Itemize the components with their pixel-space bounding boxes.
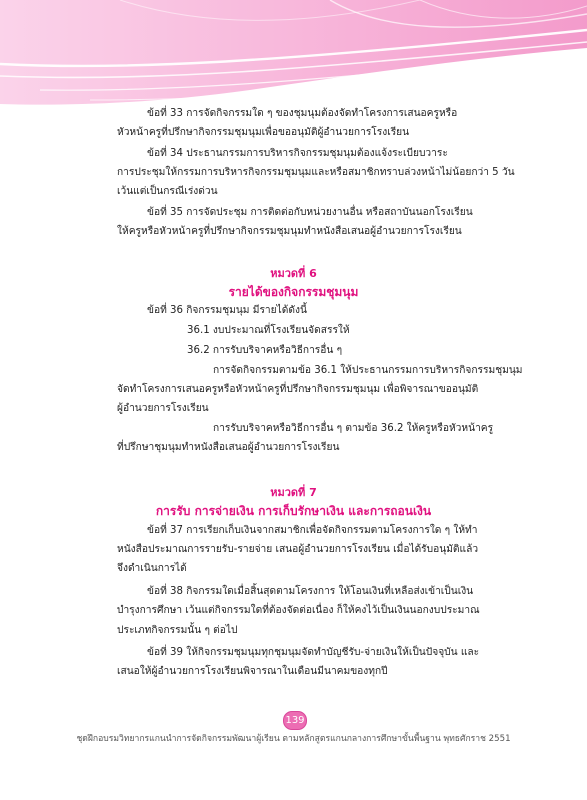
section7-line: ข้อที่ 37 การเรียกเก็บเงินจากสมาชิกเพื่อจัดกิจกรรมตามโครงการใด ๆ ให้ทำ — [147, 525, 478, 536]
body-line: ให้ครูหรือหัวหน้าครูที่ปรึกษากิจกรรมชุมนุมทำหนังสือเสนอผู้อำนวยการโรงเรียน — [117, 226, 462, 237]
section6-line: 36.2 การรับบริจาคหรือวิธีการอื่น ๆ — [187, 345, 343, 356]
section7-line: ประเภทกิจกรรมนั้น ๆ ต่อไป — [117, 625, 238, 636]
body-line: เว้นแต่เป็นกรณีเร่งด่วน — [117, 186, 218, 197]
section7-line: ข้อที่ 39 ให้กิจกรรมชุมนุมทุกชุมนุมจัดทำบัญชีรับ-จ่ายเงินให้เป็นปัจจุบัน และ — [147, 647, 480, 658]
body-line: ข้อที่ 35 การจัดประชุม การติดต่อกับหน่วยงานอื่น หรือสถาบันนอกโรงเรียน — [147, 207, 473, 218]
section6-line: จัดทำโครงการเสนอครูหรือหัวหน้าครูที่ปรึกษากิจกรรมชุมนุม เพื่อพิจารณาขออนุมัติ — [117, 384, 479, 395]
section6-title: รายได้ของกิจกรรมชุมนุม — [228, 285, 359, 299]
page-number-badge: 139 — [283, 711, 307, 730]
footer-caption: ชุดฝึกอบรมวิทยากรแกนนำการจัดกิจกรรมพัฒนาผู้เรียน ตามหลักสูตรแกนกลางการศึกษาขั้นพื้นฐาน พุทธศักราช 2551 — [76, 734, 511, 744]
section7-line: เสนอให้ผู้อำนวยการโรงเรียนพิจารณาในเดือนมีนาคมของทุกปี — [117, 666, 388, 677]
body-line: ข้อที่ 34 ประธานกรรมการบริหารกิจกรรมชุมนุมต้องแจ้งระเบียบวาระ — [147, 148, 448, 159]
body-line: ข้อที่ 33 การจัดกิจกรรมใด ๆ ของชุมนุมต้องจัดทำโครงการเสนอครูหรือ — [147, 108, 458, 119]
section6-line: ข้อที่ 36 กิจกรรมชุมนุม มีรายได้ดังนี้ — [147, 305, 307, 316]
section7-title: การรับ การจ่ายเงิน การเก็บรักษาเงิน และการถอนเงิน — [155, 504, 432, 518]
body-line: การประชุมให้กรรมการบริหารกิจกรรมชุมนุมและหรือสมาชิกทราบล่วงหน้าไม่น้อยกว่า 5 วัน — [117, 167, 515, 178]
body-line: หัวหน้าครูที่ปรึกษากิจกรรมชุมนุมเพื่อขออนุมัติผู้อำนวยการโรงเรียน — [117, 127, 410, 138]
section6-line: การรับบริจาคหรือวิธีการอื่น ๆ ตามข้อ 36.2 ให้ครูหรือหัวหน้าครู — [213, 423, 494, 434]
section6-line: การจัดกิจกรรมตามข้อ 36.1 ให้ประธานกรรมการบริหารกิจกรรมชุมนุม — [213, 365, 523, 376]
section7-line: หนังสือประมาณการรายรับ-รายจ่าย เสนอผู้อำนวยการโรงเรียน เมื่อได้รับอนุมัติแล้ว — [117, 544, 479, 555]
section6-line: 36.1 งบประมาณที่โรงเรียนจัดสรรให้ — [187, 325, 350, 336]
section7-number: หมวดที่ 7 — [270, 486, 317, 499]
section7-line: จึงดำเนินการได้ — [117, 563, 187, 574]
section7-line: ข้อที่ 38 กิจกรรมใดเมื่อสิ้นสุดตามโครงการ ให้โอนเงินที่เหลือส่งเข้าเป็นเงิน — [147, 586, 474, 597]
section6-number: หมวดที่ 6 — [270, 267, 317, 280]
section6-line: ที่ปรึกษาชุมนุมทำหนังสือเสนอผู้อำนวยการโรงเรียน — [117, 442, 340, 453]
section7-line: บำรุงการศึกษา เว้นแต่กิจกรรมใดที่ต้องจัดต่อเนื่อง ก็ให้คงไว้เป็นเงินนอกงบประมาณ — [117, 605, 480, 616]
section6-line: ผู้อำนวยการโรงเรียน — [117, 403, 209, 414]
